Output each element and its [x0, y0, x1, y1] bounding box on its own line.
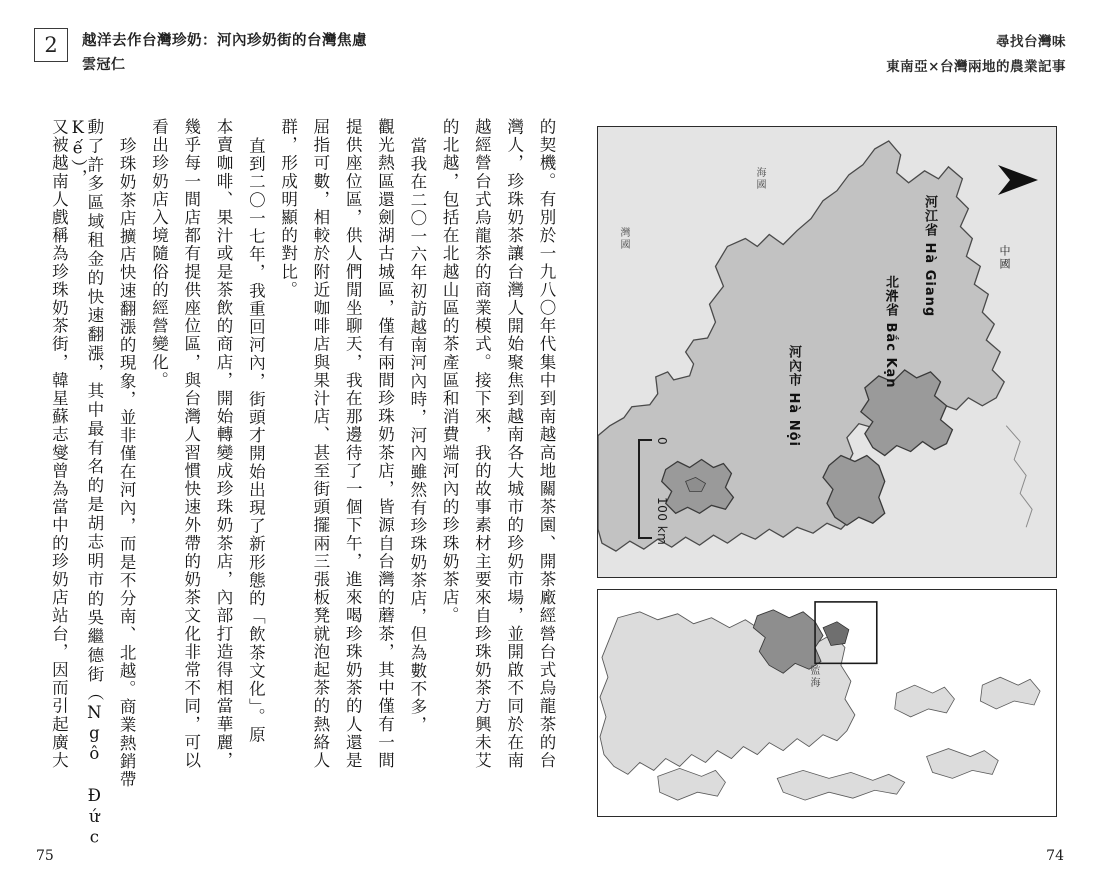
map-region-bac-kan: [861, 370, 953, 456]
map-label-sea-left: 灣國: [618, 227, 629, 251]
map-label-bac-kan: 北𣴓省 Bắc Kạn: [883, 275, 898, 389]
inset-label-sea: 監海: [808, 665, 819, 689]
scale-bracket: [638, 439, 652, 539]
map-scale-bar: [638, 439, 698, 549]
map-label-sea-upper: 海國: [754, 167, 765, 191]
chapter-number-box: 2: [34, 28, 68, 62]
map-label-ha-giang: 河江省 Hà Giang: [922, 195, 937, 318]
page-number-left: 75: [36, 848, 54, 864]
text-column: 提供座位區，供人們閒坐聊天，我在那邊待了一個下午，進來喝珍珠奶茶的人還是: [343, 118, 363, 770]
map-main: [597, 126, 1057, 578]
map-inset-svg: [598, 590, 1056, 816]
book-title: 尋找台灣味: [996, 34, 1066, 50]
text-column: 又被越南人戲稱為珍珠奶茶街，韓星蘇志燮曾為當中的珍奶店站台，因而引起廣大: [49, 118, 69, 770]
map-label-china: 中國: [998, 245, 1011, 271]
text-column: 當我在二〇一六年初訪越南河內時，河內雖然有珍珠奶茶店，但為數不多，: [407, 137, 427, 735]
text-column: 直到二〇一七年，我重回河內，街頭才開始出現了新形態的「飲茶文化」。原: [246, 137, 266, 745]
text-column: 珍珠奶茶店擴店快速翻漲的現象，並非僅在河內，而是不分南、北越。商業熱銷帶: [117, 137, 137, 789]
chapter-author: 雲冠仁: [82, 57, 126, 73]
text-column: 動了許多區域租金的快速翻漲，其中最有名的是胡志明市的吳繼德街（Ngô Đức Kế），: [68, 118, 104, 869]
text-column: 的契機。有別於一九八〇年代集中到南越高地關茶園、開茶廠經營台式烏龍茶的台: [537, 118, 556, 770]
north-arrow-icon: [996, 163, 1040, 197]
text-column: 觀光熱區還劍湖古城區，僅有兩間珍珠奶茶店，皆源自台灣的蘑茶，其中僅有一間: [375, 118, 395, 770]
map-inset: [597, 589, 1057, 817]
text-column: 灣人，珍珠奶茶讓台灣人開始聚焦到越南各大城市的珍奶市場，並開啟不同於在南: [504, 118, 524, 770]
chapter-heading: [34, 28, 367, 74]
page-number-right: 74: [1046, 848, 1064, 864]
text-column: 本賣咖啡、果汁或是茶飲的商店，開始轉變成珍珠奶茶店，內部打造得相當華麗，: [214, 118, 234, 770]
text-column: 屈指可數，相較於附近咖啡店與果汁店、甚至街頭擺兩三張板凳就泡起茶的熱絡人: [310, 118, 330, 770]
chapter-title-group: [82, 28, 367, 74]
text-column: 越經營台式烏龍茶的商業模式。接下來，我的故事素材主要來自珍珠奶茶方興未艾: [472, 118, 492, 770]
book-subtitle: 東南亞×台灣兩地的農業記事: [886, 59, 1066, 75]
scale-label-min: 0: [655, 437, 669, 446]
text-column: 的北越，包括在北越山區的茶產區和消費端河內的珍珠奶茶店。: [440, 118, 460, 625]
scale-label-max: 100 km: [655, 497, 669, 546]
page-header: [34, 28, 1066, 84]
text-column: 看出珍奶店入境隨俗的經營變化。: [149, 118, 169, 390]
text-column: 幾乎每一間店都有提供座位區，與台灣人習慣快速外帶的奶茶文化非常不同，可以: [181, 118, 201, 770]
book-heading: [886, 30, 1066, 75]
chapter-title: 越洋去作台灣珍奶：河內珍奶街的台灣焦慮: [82, 32, 367, 49]
map-label-ha-noi: 河內市 Hà Nội: [786, 345, 801, 447]
text-column: 群，形成明顯的對比。: [278, 118, 298, 299]
